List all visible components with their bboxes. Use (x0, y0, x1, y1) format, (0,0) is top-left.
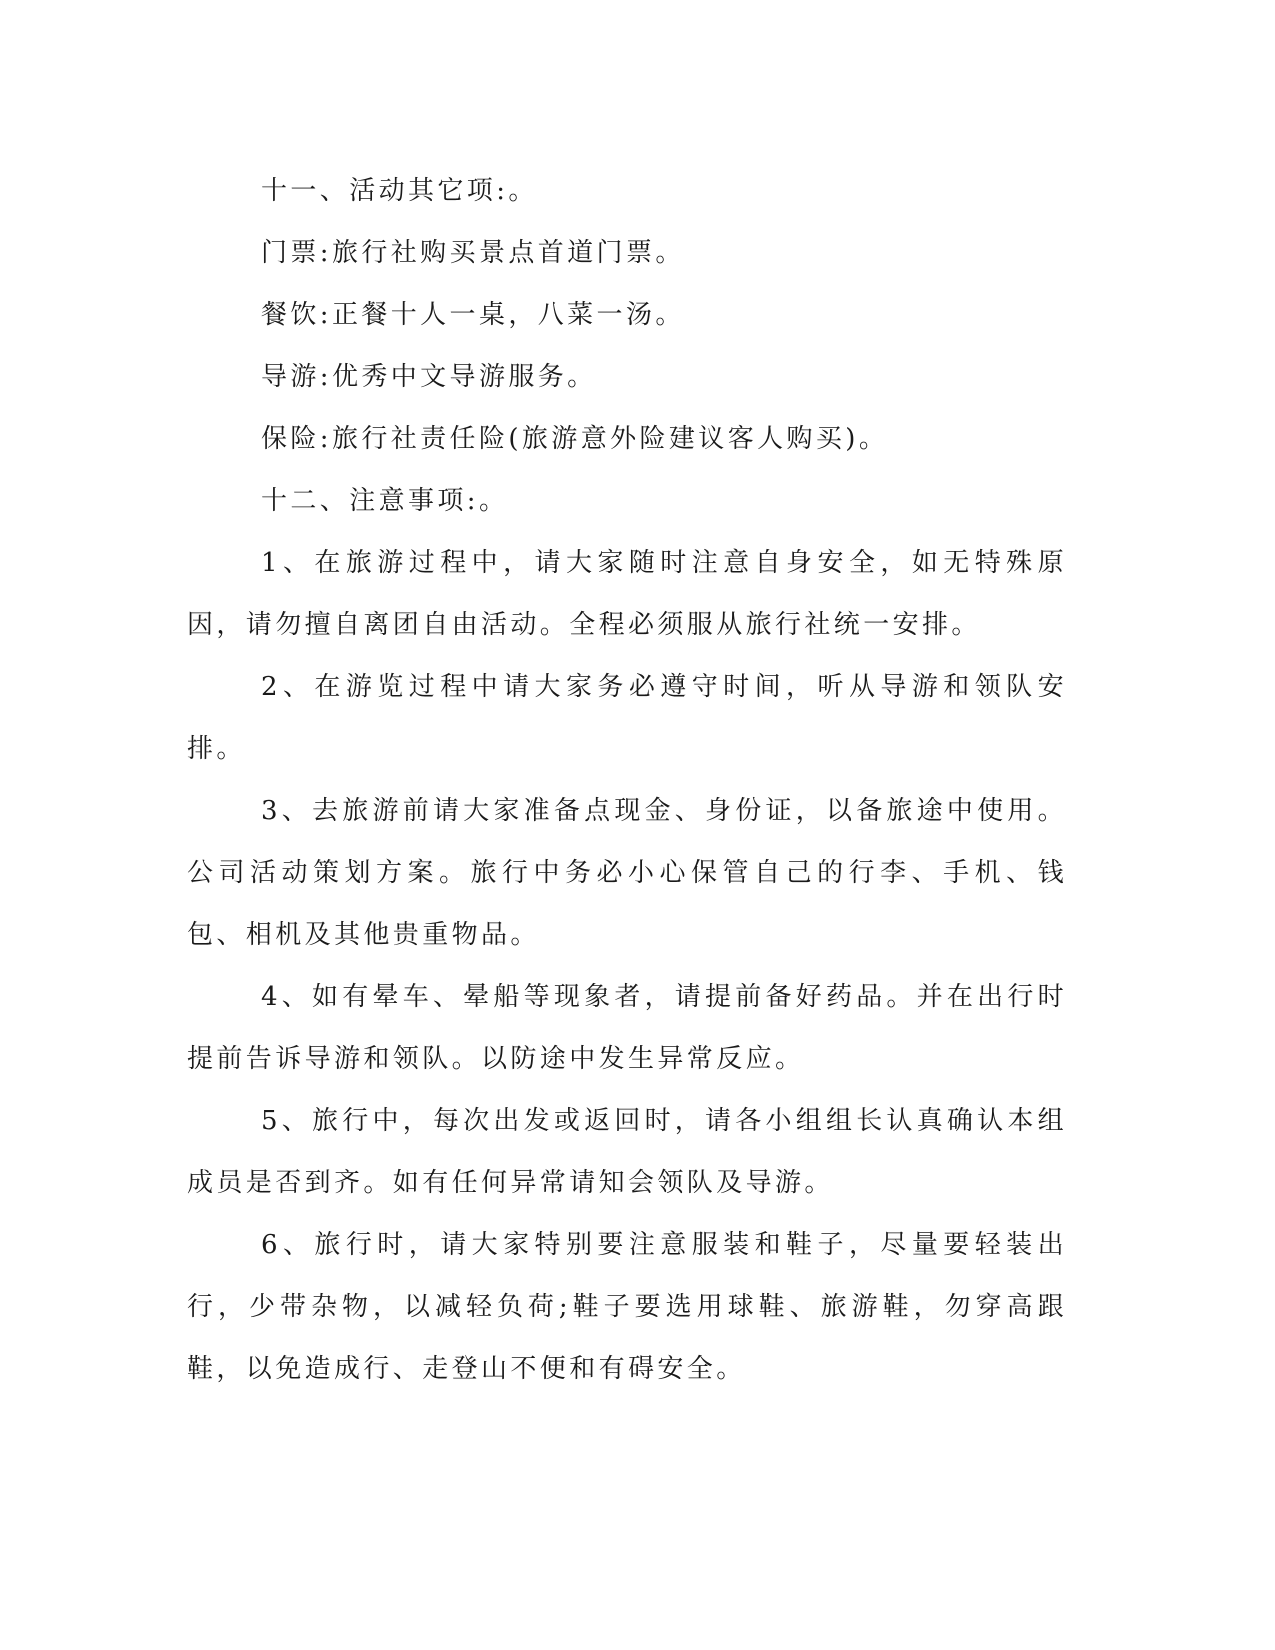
item-meals: 餐饮:正餐十人一桌，八菜一汤。 (261, 300, 685, 330)
section-heading-notes: 十二、注意事项:。 (261, 486, 509, 516)
item-insurance: 保险:旅行社责任险(旅游意外险建议客人购买)。 (261, 424, 889, 454)
note-4: 4、如有晕车、晕船等现象者，请提前备好药品。并在出行时提前告诉导游和领队。以防途中发生异常反应。 (187, 982, 1067, 1074)
section-heading-other-items: 十一、活动其它项:。 (261, 176, 538, 206)
item-guide: 导游:优秀中文导游服务。 (261, 362, 597, 392)
item-tickets: 门票:旅行社购买景点首道门票。 (261, 238, 685, 268)
note-5: 5、旅行中，每次出发或返回时，请各小组组长认真确认本组成员是否到齐。如有任何异常请知会领队及导游。 (187, 1106, 1067, 1198)
note-3: 3、去旅游前请大家准备点现金、身份证，以备旅途中使用。公司活动策划方案。旅行中务必小心保管自己的行李、手机、钱包、相机及其他贵重物品。 (187, 796, 1067, 950)
document-body (187, 160, 1067, 1400)
note-2: 2、在游览过程中请大家务必遵守时间，听从导游和领队安排。 (187, 672, 1067, 764)
note-1: 1、在旅游过程中，请大家随时注意自身安全，如无特殊原因，请勿擅自离团自由活动。全程必须服从旅行社统一安排。 (187, 548, 1067, 640)
note-6: 6、旅行时，请大家特别要注意服装和鞋子，尽量要轻装出行，少带杂物，以减轻负荷;鞋子要选用球鞋、旅游鞋，勿穿高跟鞋，以免造成行、走登山不便和有碍安全。 (187, 1230, 1067, 1384)
